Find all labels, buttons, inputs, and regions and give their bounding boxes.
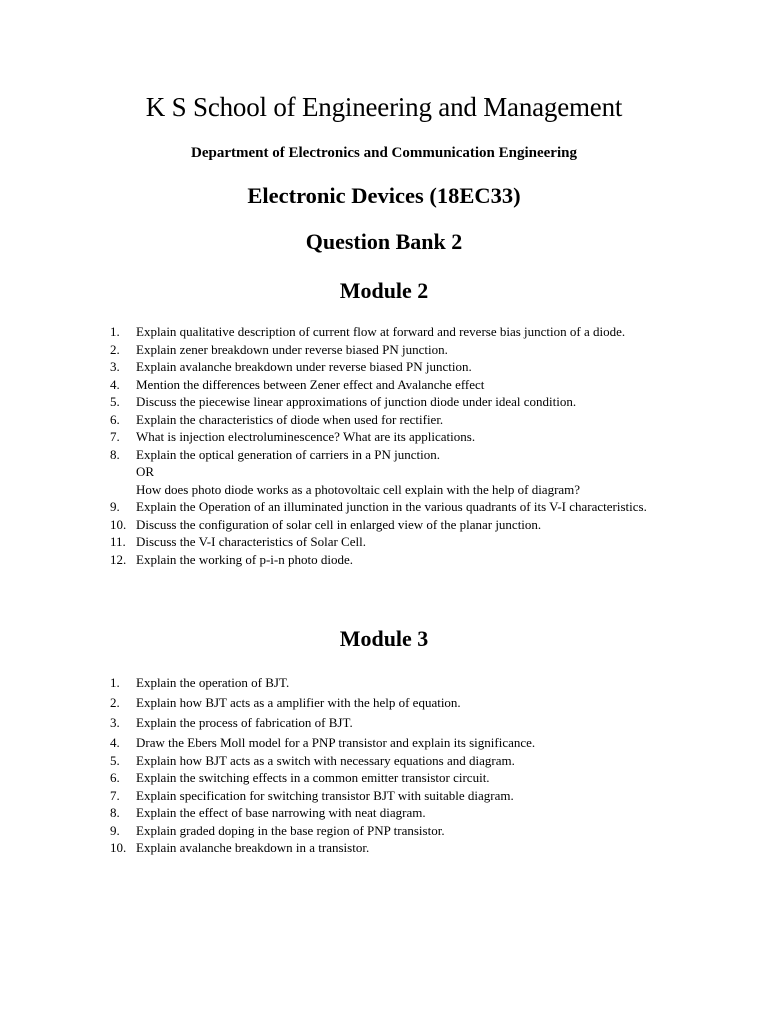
question-item	[110, 516, 680, 534]
question-number: 7.	[110, 429, 120, 444]
question-text: Explain how BJT acts as a switch with necessary equations and diagram.	[136, 752, 515, 768]
question-number: 4.	[110, 376, 120, 392]
question-number: 9.	[110, 822, 120, 838]
module-2-heading: Module 2	[339, 278, 429, 303]
question-text: Explain the operation of BJT.	[136, 675, 290, 690]
question-number: 7.	[110, 787, 120, 803]
question-number: 6.	[110, 411, 120, 427]
question-text: Explain qualitative description of current flow at forward and reverse bias junction of a diode.	[136, 324, 626, 339]
question-number: 8.	[110, 805, 120, 820]
question-text: Explain how BJT acts as a amplifier with the help of equation.	[136, 695, 461, 710]
question-item	[110, 787, 680, 805]
question-item	[110, 822, 680, 840]
module-3-question-list	[110, 674, 680, 857]
question-item	[110, 714, 680, 732]
course-title: Electronic Devices (18EC33)	[247, 183, 521, 208]
question-item	[110, 694, 680, 712]
question-number: 2.	[110, 695, 120, 710]
question-text: Explain graded doping in the base region of PNP transistor.	[136, 822, 445, 838]
question-number: 2.	[110, 341, 120, 357]
question-text: Discuss the configuration of solar cell in enlarged view of the planar junction.	[136, 516, 542, 532]
question-text: Explain the process of fabrication of BJT.	[136, 715, 353, 730]
question-item	[110, 551, 680, 569]
question-text: Discuss the piecewise linear approximations of junction diode under ideal condition.	[136, 394, 577, 409]
question-text: Explain specification for switching transistor BJT with suitable diagram.	[136, 787, 514, 803]
question-text: Discuss the V-I characteristics of Solar Cell.	[136, 534, 366, 549]
question-item	[110, 428, 680, 446]
question-item	[110, 769, 680, 787]
question-text: Explain avalanche breakdown in a transistor.	[136, 840, 370, 855]
question-number: 8.	[110, 446, 120, 462]
question-number: 1.	[110, 324, 120, 339]
question-text: Explain the working of p-i-n photo diode.	[136, 551, 353, 567]
question-number: 5.	[110, 394, 120, 409]
or-separator: OR	[136, 464, 155, 479]
school-name: K S School of Engineering and Management	[145, 92, 623, 122]
question-text: Explain the Operation of an illuminated junction in the various quadrants of its V-I characteristics.	[136, 499, 647, 514]
question-text: Explain avalanche breakdown under reverse biased PN junction.	[136, 359, 472, 374]
question-item	[110, 393, 680, 411]
question-item	[110, 734, 680, 752]
question-text: What is injection electroluminescence? What are its applications.	[136, 429, 476, 444]
question-item	[110, 376, 680, 394]
question-number: 10.	[110, 516, 127, 532]
question-number: 6.	[110, 770, 120, 785]
question-item	[110, 411, 680, 429]
question-item	[110, 358, 680, 376]
question-number: 4.	[110, 735, 120, 750]
question-text: Explain the effect of base narrowing with neat diagram.	[136, 805, 426, 820]
question-text: Explain the characteristics of diode when used for rectifier.	[136, 411, 444, 427]
question-text: Mention the differences between Zener effect and Avalanche effect	[136, 376, 485, 392]
alternate-question-text: How does photo diode works as a photovoltaic cell explain with the help of diagram?	[136, 481, 581, 497]
question-number: 1.	[110, 675, 120, 690]
question-number: 3.	[110, 715, 120, 730]
module-2-question-list	[110, 323, 680, 568]
question-item	[110, 498, 680, 516]
question-item	[110, 752, 680, 770]
question-item	[110, 533, 680, 551]
question-text: Draw the Ebers Moll model for a PNP transistor and explain its significance.	[136, 735, 536, 750]
question-bank-title: Question Bank 2	[305, 229, 463, 254]
question-item	[110, 804, 680, 822]
module-3-heading: Module 3	[339, 626, 429, 651]
question-item	[110, 674, 680, 692]
question-number: 3.	[110, 359, 120, 374]
question-number: 11.	[110, 534, 126, 549]
question-number: 9.	[110, 499, 120, 514]
department-name: Department of Electronics and Communication Engineering	[191, 145, 577, 161]
question-text: Explain zener breakdown under reverse biased PN junction.	[136, 341, 448, 357]
question-number: 5.	[110, 752, 120, 768]
question-item	[110, 446, 680, 464]
question-item	[110, 323, 680, 341]
question-item	[110, 341, 680, 359]
question-text: Explain the optical generation of carriers in a PN junction.	[136, 446, 440, 462]
question-number: 10.	[110, 840, 127, 855]
question-item	[110, 839, 680, 857]
question-number: 12.	[110, 551, 127, 567]
question-text: Explain the switching effects in a common emitter transistor circuit.	[136, 770, 490, 785]
